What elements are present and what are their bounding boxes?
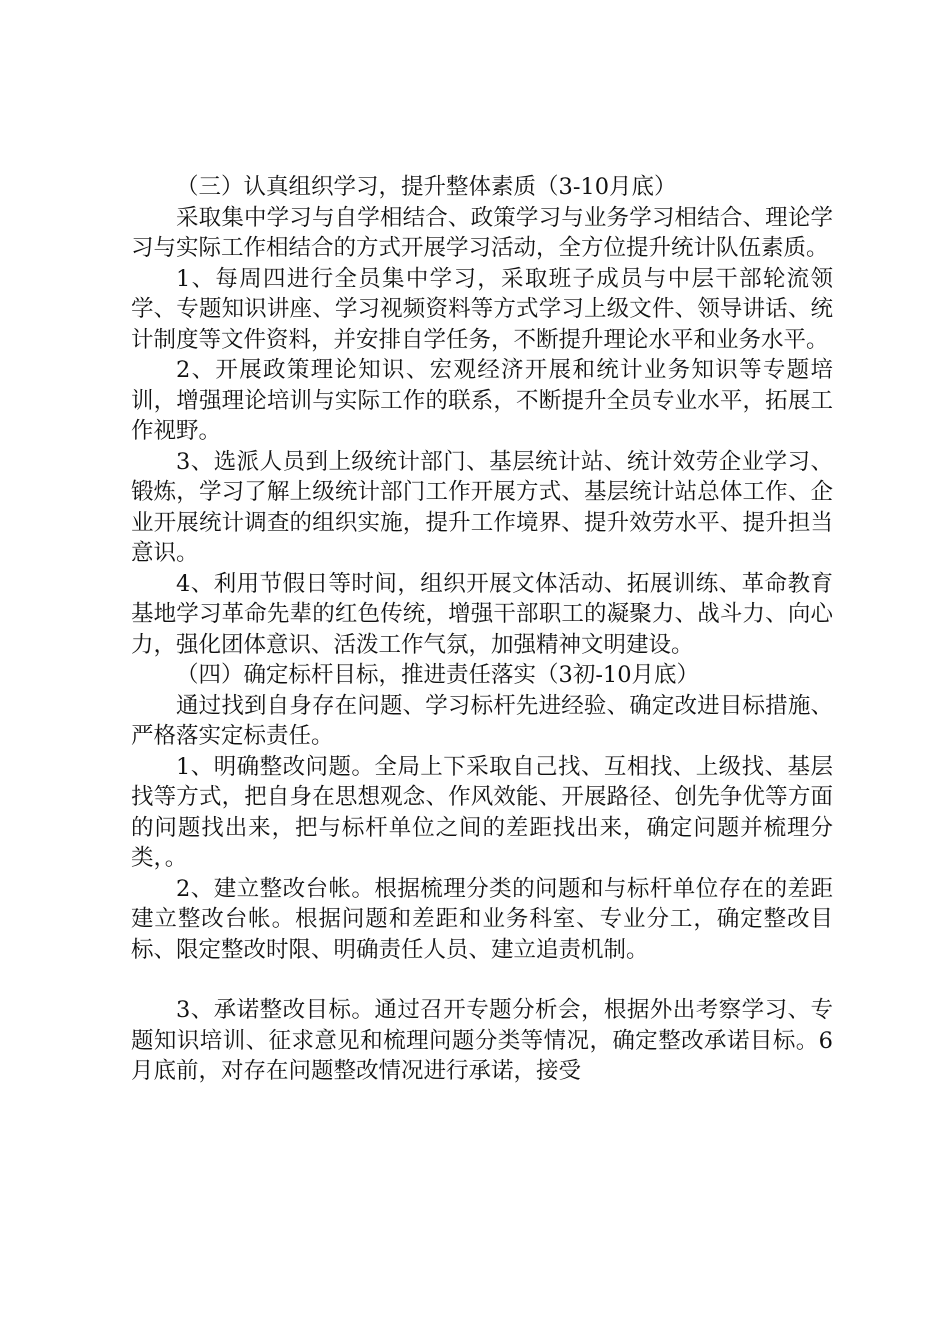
paragraph-item-2-training: 2、开展政策理论知识、宏观经济开展和统计业务知识等专题培训，增强理论培训与实际工作的联系，不断提升全员专业水平，拓展工作视野。	[131, 357, 833, 444]
paragraph-item-2-ledger: 2、建立整改台帐。根据梳理分类的问题和与标杆单位存在的差距建立整改台帐。根据问题和差距和业务科室、专业分工，确定整改目标、限定整改时限、明确责任人员、建立追责机制。	[131, 875, 833, 963]
section-heading-four: （四）确定标杆目标，推进责任落实（3初-10月底）	[176, 662, 700, 688]
paragraph-item-4-activities: 4、利用节假日等时间，组织开展文体活动、拓展训练、革命教育基地学习革命先辈的红色传统，增强干部职工的凝聚力、战斗力、向心力，强化团体意识、活泼工作气氛，加强精神文明建设。	[131, 570, 833, 658]
paragraph-intro-benchmark: 通过找到自身存在问题、学习标杆先进经验、确定改进目标措施、严格落实定标责任。	[131, 692, 833, 749]
paragraph-item-1-weekly-study: 1、每周四进行全员集中学习，采取班子成员与中层干部轮流领学、专题知识讲座、学习视频资料等方式学习上级文件、领导讲话、统计制度等文件资料，并安排自学任务，不断提升理论水平和业务水平。	[131, 265, 833, 353]
document-body	[131, 172, 833, 1087]
paragraph-item-1-identify-problems: 1、明确整改问题。全局上下采取自己找、互相找、上级找、基层找等方式，把自身在思想观念、作风效能、开展路径、创先争优等方面的问题找出来，把与标杆单位之间的差距找出来，确定问题并梳理分类，。	[131, 753, 833, 871]
section-heading-three: （三）认真组织学习，提升整体素质（3-10月底）	[176, 174, 677, 200]
paragraph-item-3-secondment: 3、选派人员到上级统计部门、基层统计站、统计效劳企业学习、锻炼，学习了解上级统计部门工作开展方式、基层统计站总体工作、企业开展统计调查的组织实施，提升工作境界、提升效劳水平、提升担当意识。	[131, 448, 833, 566]
paragraph-item-3-commitment: 3、承诺整改目标。通过召开专题分析会，根据外出考察学习、专题知识培训、征求意见和梳理问题分类等情况，确定整改承诺目标。6月底前，对存在问题整改情况进行承诺，接受	[131, 997, 833, 1084]
paragraph-intro-study: 采取集中学习与自学相结合、政策学习与业务学习相结合、理论学习与实际工作相结合的方式开展学习活动，全方位提升统计队伍素质。	[131, 204, 833, 261]
